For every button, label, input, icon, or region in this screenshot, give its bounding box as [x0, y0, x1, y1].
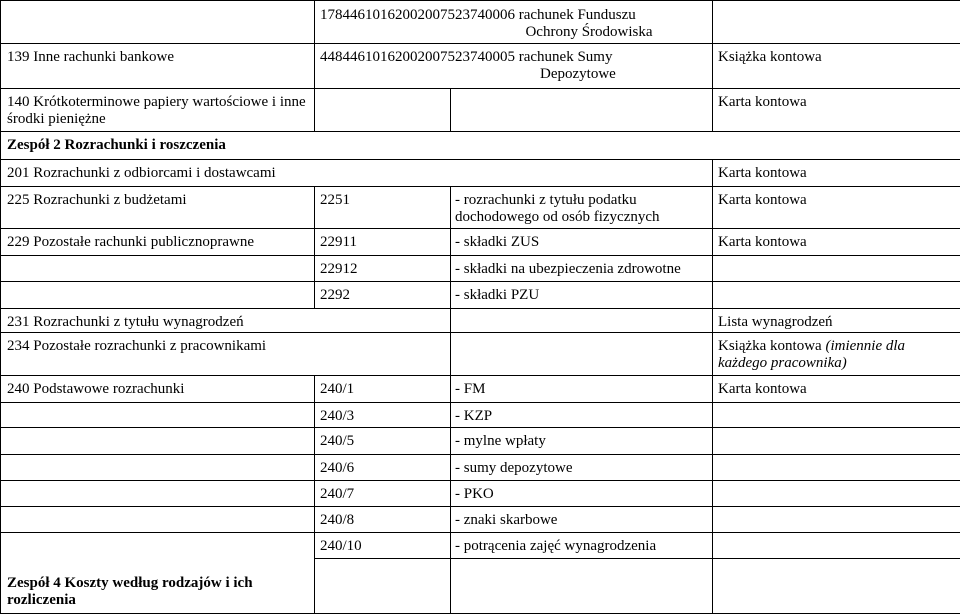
table-row	[1, 402, 960, 427]
record-type-label: Książka kontowa	[718, 338, 822, 355]
cell-record-type	[713, 428, 960, 455]
table-row	[1, 255, 960, 282]
cell-record-type	[713, 255, 960, 282]
bank-account-line1: 17844610162002007523740006 rachunek Funduszu	[320, 7, 636, 23]
record-type-note: (imiennie dla każdego pracownika)	[718, 338, 906, 372]
cell-account	[1, 282, 315, 309]
cell-subaccount	[315, 558, 451, 613]
cell-record-type	[713, 402, 960, 427]
cell-account	[1, 481, 315, 506]
table-row	[1, 282, 960, 309]
cell-description	[451, 333, 713, 376]
cell-record-type: Karta kontowa	[713, 186, 960, 229]
cell-account	[1, 506, 315, 533]
section-heading: Zespół 2 Rozrachunki i roszczenia	[1, 131, 960, 160]
cell-account: 231 Rozrachunki z tytułu wynagrodzeń	[1, 308, 451, 332]
cell-description	[451, 88, 713, 131]
cell-description: - sumy depozytowe	[451, 454, 713, 481]
cell-account: 234 Pozostałe rozrachunki z pracownikami	[1, 333, 451, 376]
bank-account-line2: Ochrony Środowiska	[525, 24, 653, 40]
table-row	[1, 533, 960, 558]
section-heading: Zespół 4 Koszty według rodzajów i ich rozliczenia	[1, 533, 315, 614]
cell-record-type	[713, 282, 960, 309]
cell-subaccount: 22911	[315, 229, 451, 256]
table-row	[1, 376, 960, 403]
cell-subaccount	[315, 88, 451, 131]
table-row	[1, 481, 960, 506]
bank-account-line1: 44844610162002007523740005 rachunek Sumy	[320, 48, 613, 65]
cell-record-type	[713, 558, 960, 613]
cell-record-type	[713, 333, 960, 376]
cell-record-type	[713, 481, 960, 506]
cell-subaccount: 2251	[315, 186, 451, 229]
cell-subaccount: 240/10	[315, 533, 451, 558]
table-row	[1, 506, 960, 533]
cell-subaccount: 240/1	[315, 376, 451, 403]
cell-description: - składki na ubezpieczenia zdrowotne	[451, 255, 713, 282]
cell-description: - rozrachunki z tytułu podatku dochodowego od osób fizycznych	[451, 186, 713, 229]
cell-subaccount: 240/6	[315, 454, 451, 481]
cell-record-type	[713, 1, 960, 44]
cell-record-type: Karta kontowa	[713, 376, 960, 403]
table-row	[1, 308, 960, 332]
cell-bank-account-fund	[315, 1, 713, 44]
cell-bank-account-deposit	[315, 43, 713, 88]
bank-account-line2: Depozytowe	[540, 65, 616, 82]
cell-description	[451, 308, 713, 332]
cell-description: - znaki skarbowe	[451, 506, 713, 533]
cell-account: 201 Rozrachunki z odbiorcami i dostawcami	[1, 160, 713, 187]
cell-description: - PKO	[451, 481, 713, 506]
cell-record-type: Karta kontowa	[713, 229, 960, 256]
cell-subaccount: 240/7	[315, 481, 451, 506]
cell-description: - mylne wpłaty	[451, 428, 713, 455]
table-row	[1, 333, 960, 376]
cell-account	[1, 454, 315, 481]
cell-description: - składki PZU	[451, 282, 713, 309]
cell-subaccount: 22912	[315, 255, 451, 282]
cell-description: - potrącenia zajęć wynagrodzenia	[451, 533, 713, 558]
cell-account: 139 Inne rachunki bankowe	[1, 43, 315, 88]
cell-account	[1, 428, 315, 455]
cell-account	[1, 1, 315, 44]
table-row	[1, 186, 960, 229]
table-row	[1, 229, 960, 256]
cell-record-type: Książka kontowa	[713, 43, 960, 88]
table-row	[1, 131, 960, 160]
cell-account	[1, 255, 315, 282]
cell-account: 140 Krótkoterminowe papiery wartościowe i inne środki pieniężne	[1, 88, 315, 131]
cell-record-type: Lista wynagrodzeń	[713, 308, 960, 332]
table-row	[1, 428, 960, 455]
table-row	[1, 43, 960, 88]
cell-record-type	[713, 506, 960, 533]
cell-record-type: Karta kontowa	[713, 88, 960, 131]
cell-subaccount: 2292	[315, 282, 451, 309]
table-row	[1, 160, 960, 187]
cell-account: 225 Rozrachunki z budżetami	[1, 186, 315, 229]
cell-description: - FM	[451, 376, 713, 403]
cell-description: - składki ZUS	[451, 229, 713, 256]
table-row	[1, 454, 960, 481]
cell-description: - KZP	[451, 402, 713, 427]
cell-account: 229 Pozostałe rachunki publicznoprawne	[1, 229, 315, 256]
cell-record-type: Karta kontowa	[713, 160, 960, 187]
cell-subaccount: 240/8	[315, 506, 451, 533]
cell-record-type	[713, 454, 960, 481]
cell-account: 240 Podstawowe rozrachunki	[1, 376, 315, 403]
cell-record-type	[713, 533, 960, 558]
cell-account	[1, 402, 315, 427]
cell-subaccount: 240/5	[315, 428, 451, 455]
table-row	[1, 1, 960, 44]
cell-subaccount: 240/3	[315, 402, 451, 427]
table-row	[1, 88, 960, 131]
cell-description	[451, 558, 713, 613]
